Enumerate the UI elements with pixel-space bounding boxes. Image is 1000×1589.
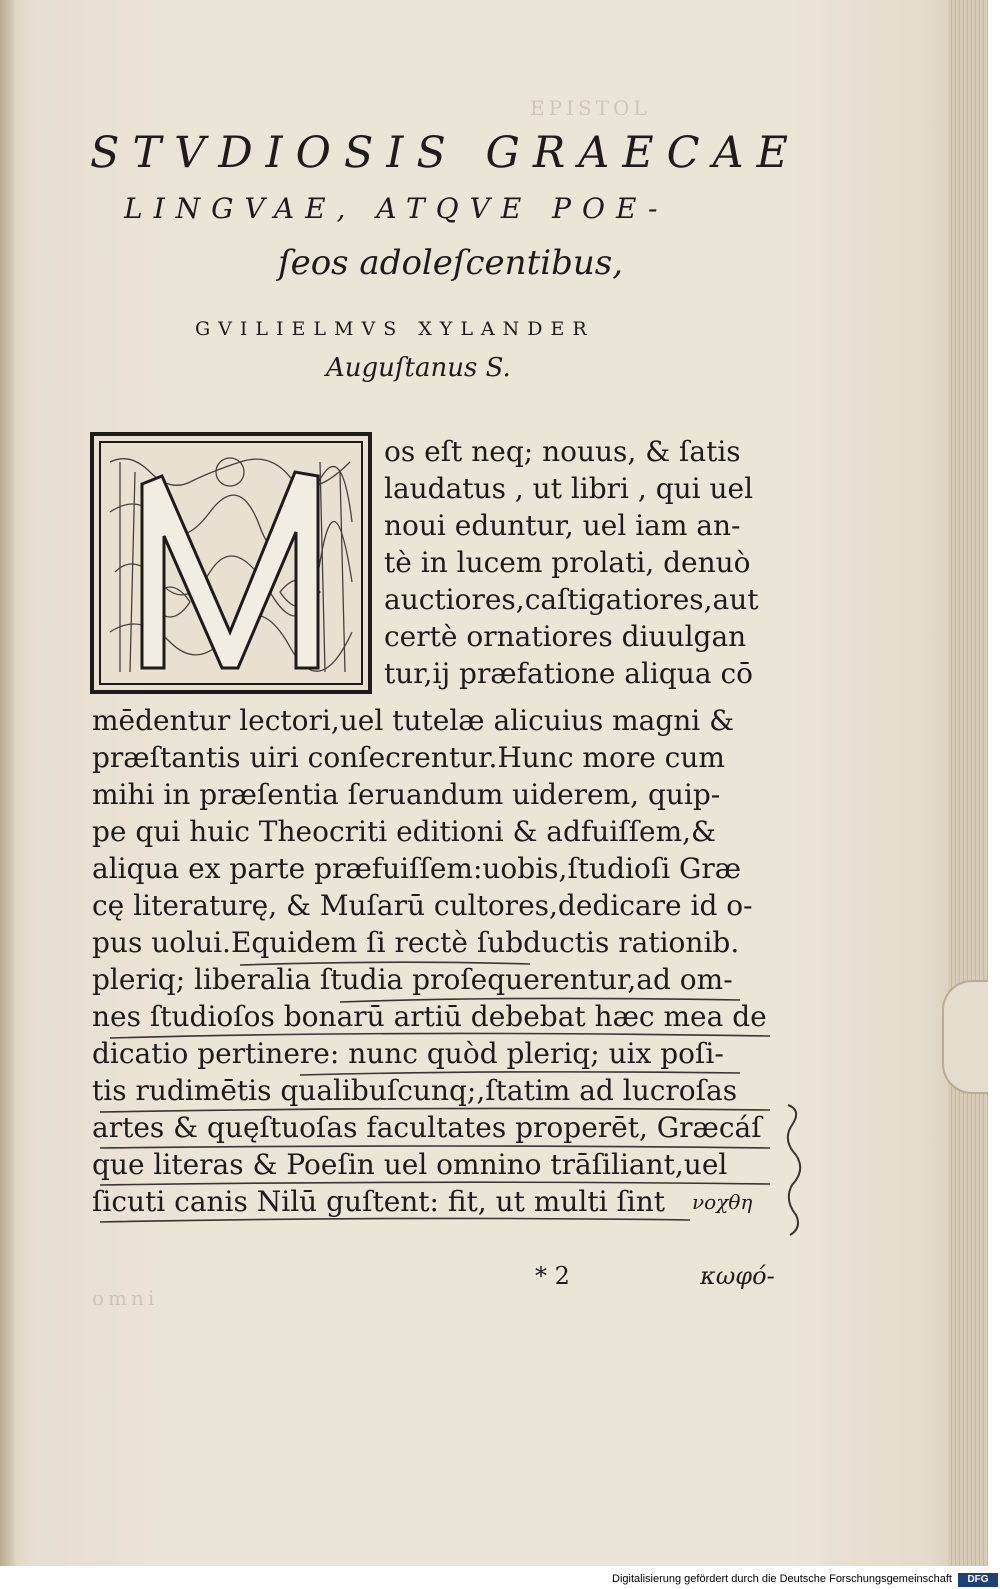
margin-bracket xyxy=(780,1100,810,1240)
greek-note: νοχθη xyxy=(692,1190,753,1214)
text-line: cę literaturę, & Muſarū cultores,dedicare id o- xyxy=(92,889,753,922)
signature-mark: * 2 xyxy=(535,1262,570,1290)
text-line: artes & quęſtuoſas facultates properēt, Græcáſ xyxy=(92,1111,762,1144)
handwritten-underlines xyxy=(90,930,790,1230)
title-line-3: ſeos adoleſcentibus, xyxy=(278,243,624,283)
text-line: pleriq; liberalia ſtudia proſequerentur,ad om- xyxy=(92,963,733,996)
text-line: mēdentur lectori,uel tutelæ alicuius magni & xyxy=(92,704,735,737)
text-line: dicatio pertinere: nunc quòd pleriq; uix poſi- xyxy=(92,1037,724,1070)
text-line: pus uolui.Equidem ſi rectè ſubductis rationib. xyxy=(92,926,740,959)
text-line: nes ſtudioſos bonarū artiū debebat hæc mea de xyxy=(92,1000,767,1033)
gutter-shadow xyxy=(0,0,14,1566)
author-name: GVILIELMVS XYLANDER xyxy=(195,318,595,340)
text-line: tur,ij præfatione aliqua cō xyxy=(384,657,753,690)
text-line: os eſt neq; nouus, & ſatis xyxy=(384,435,741,468)
page-tab xyxy=(942,980,988,1094)
dfg-logo: DFG xyxy=(958,1573,998,1587)
footer-credit: Digitalisierung gefördert durch die Deutsche Forschungsgemeinschaft xyxy=(612,1573,952,1585)
text-line: noui eduntur, uel iam an- xyxy=(384,509,741,542)
title-line-1: STVDIOSIS GRAECAE xyxy=(90,128,801,178)
digitization-footer xyxy=(0,1572,1000,1589)
woodcut-initial xyxy=(90,432,372,694)
text-line: aliqua ex parte præfuiſſem:uobis,ſtudioſi Græ xyxy=(92,852,742,885)
text-line: laudatus , ut libri , qui uel xyxy=(384,472,754,505)
text-line: pe qui huic Theocriti editioni & adfuiſſem,& xyxy=(92,815,716,848)
bleed-through-footer: omni xyxy=(92,1286,159,1310)
text-line: auctiores,caſtigatiores,aut xyxy=(384,583,759,616)
text-line: mihi in præſentia ſeruandum uiderem, quip- xyxy=(92,778,721,811)
bleed-through-header: EPISTOL xyxy=(530,96,651,120)
catchword: κωφό- xyxy=(700,1262,775,1290)
text-line: tè in lucem prolati, denuò xyxy=(384,546,751,579)
text-line: que literas & Poeſin uel omnino trāſiliant,uel xyxy=(92,1148,728,1181)
text-line: tis rudimētis qualibuſcunq;,ſtatim ad lucroſas xyxy=(92,1074,738,1107)
author-place: Auguſtanus S. xyxy=(326,353,511,383)
page-edges xyxy=(948,0,988,1566)
text-line: certè ornatiores diuulgan xyxy=(384,620,747,653)
title-line-2: LINGVAE, ATQVE POE- xyxy=(124,192,669,225)
text-line: ſicuti canis Nilū guſtent: fit, ut multi ſint xyxy=(92,1185,666,1218)
text-line: præſtantis uiri conſecrentur.Hunc more cum xyxy=(92,741,725,774)
